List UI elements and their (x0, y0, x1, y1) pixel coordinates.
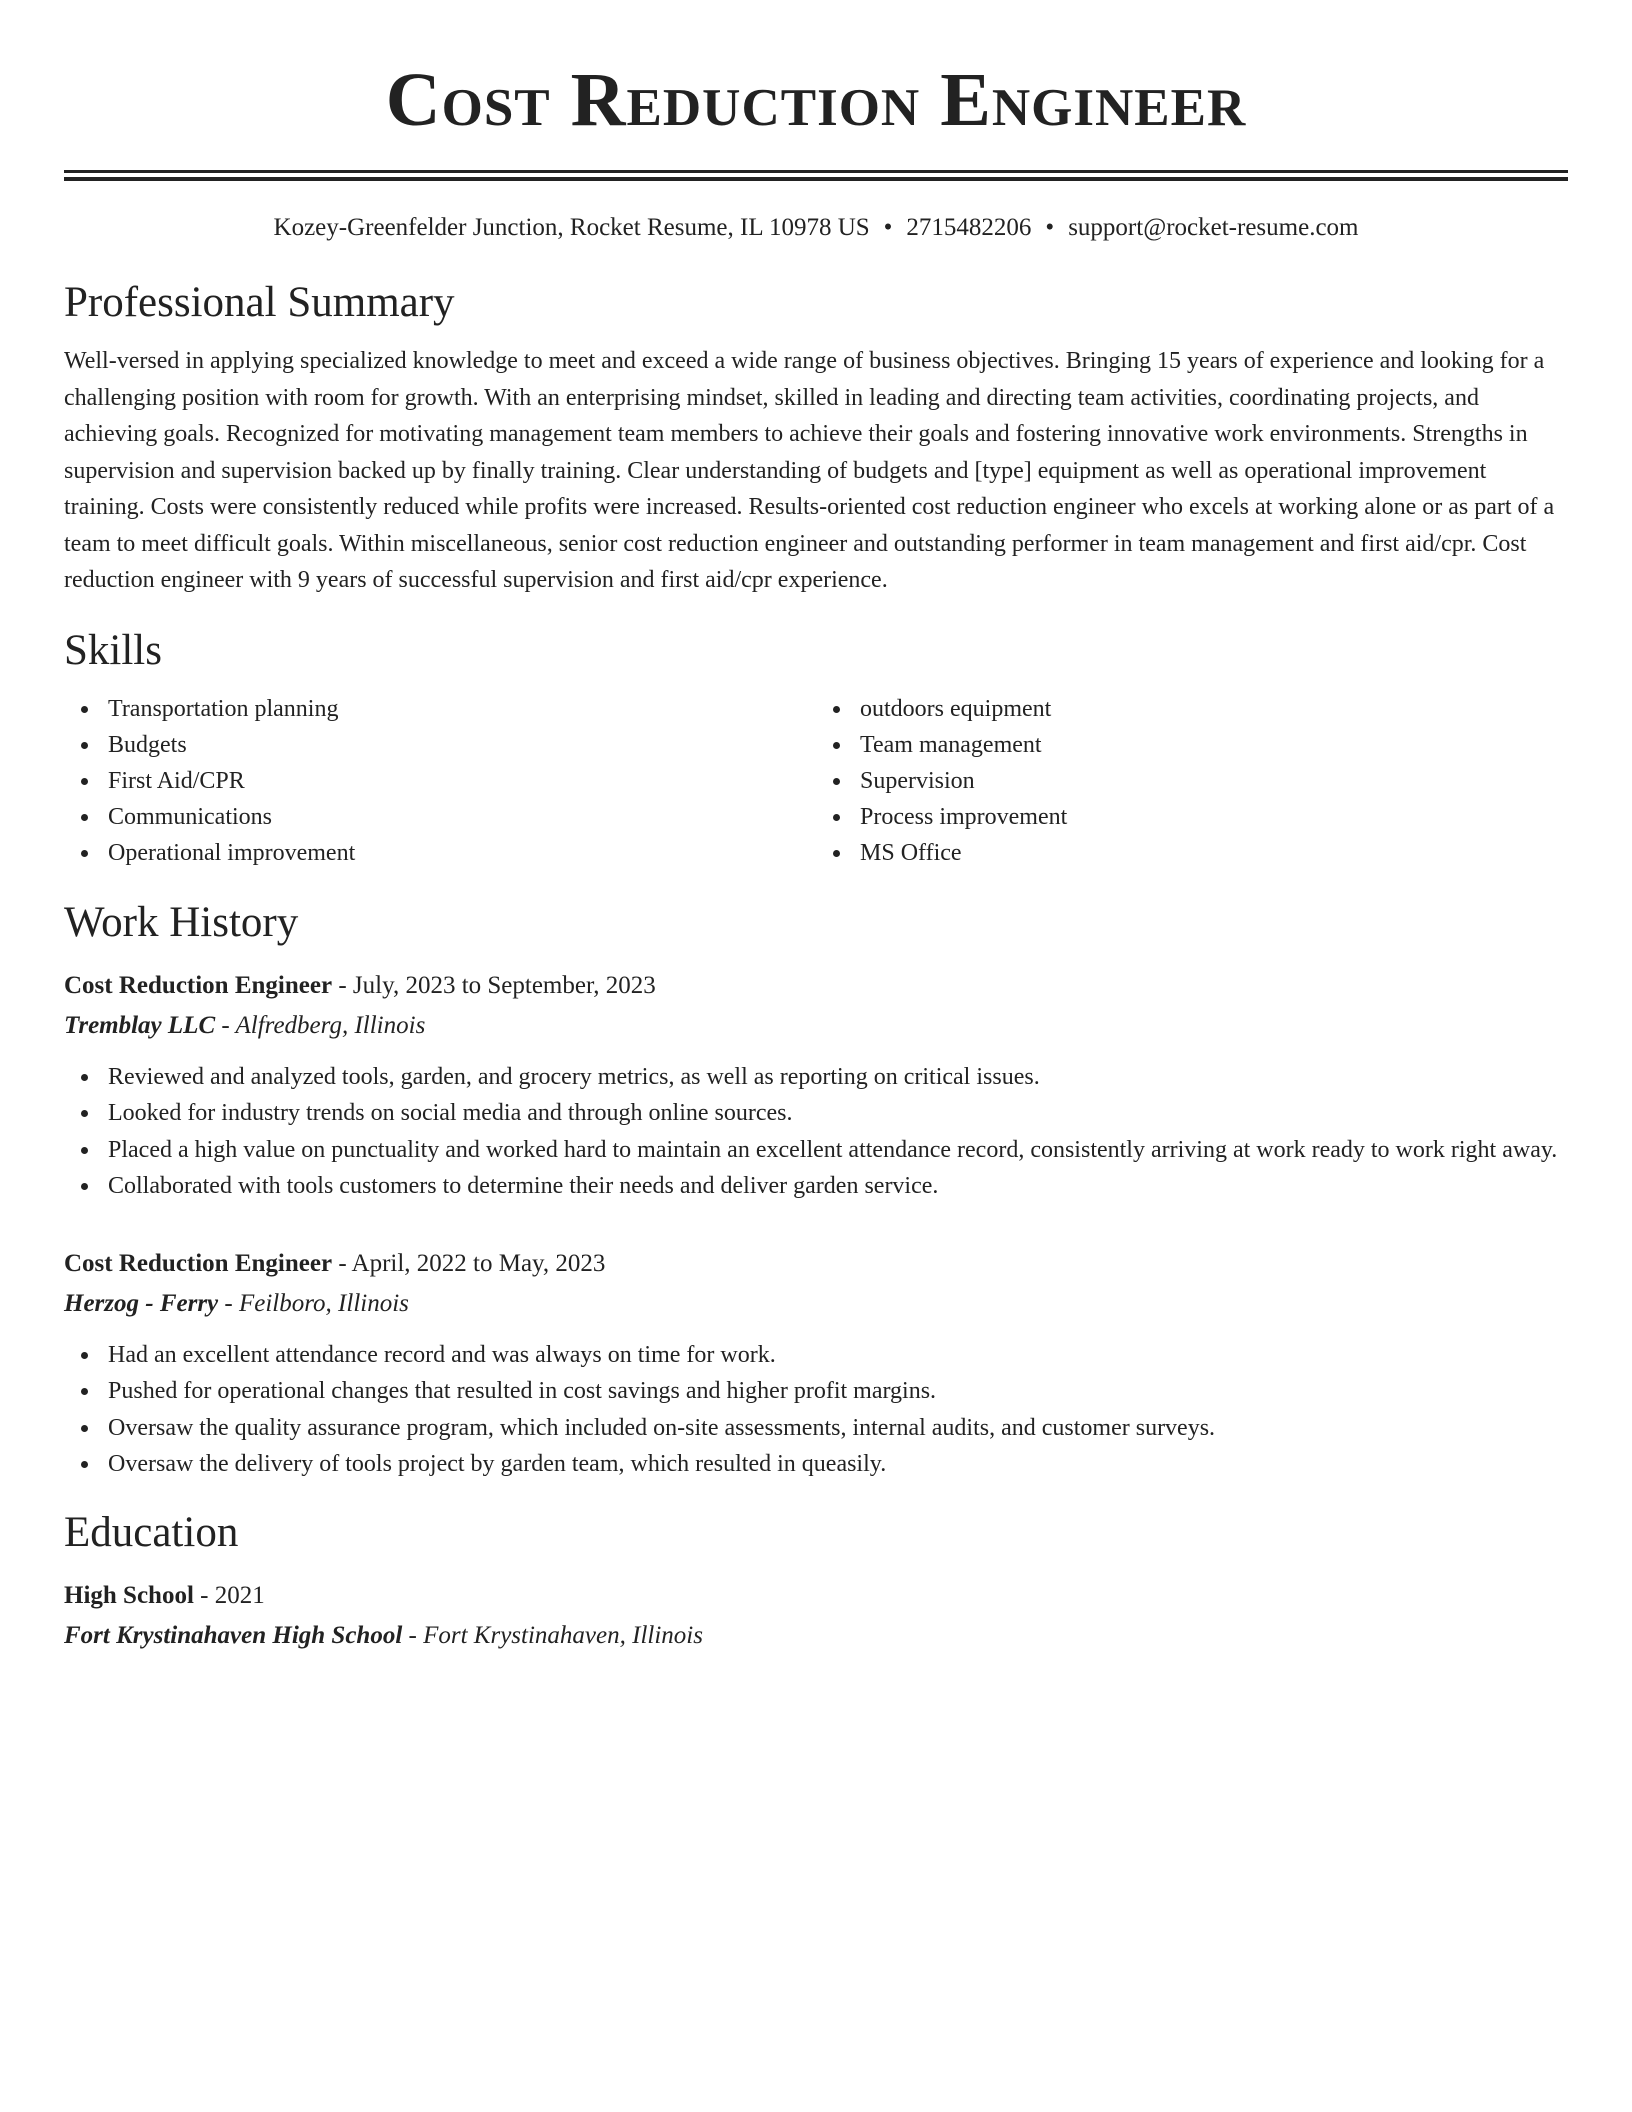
company-line (64, 1287, 1568, 1321)
contact-phone: 2715482206 (906, 214, 1032, 241)
job-dates: - July, 2023 to September, 2023 (332, 971, 656, 999)
contact-separator: • (883, 214, 893, 241)
summary-heading: Professional Summary (64, 279, 455, 326)
duty-item: Had an excellent attendance record and was always on time for work. (108, 1337, 1568, 1374)
degree-line (64, 1579, 1568, 1613)
education-heading: Education (64, 1508, 239, 1556)
duty-item: Oversaw the quality assurance program, which included on-site assessments, internal audits, and customer surveys. (108, 1410, 1568, 1447)
company-location: - Feilboro, Illinois (218, 1289, 409, 1317)
skills-columns (64, 691, 1568, 871)
duty-item: Reviewed and analyzed tools, garden, and grocery metrics, as well as reporting on critical issues. (108, 1059, 1568, 1096)
job-title-line (64, 1247, 1568, 1281)
duty-item: Collaborated with tools customers to determine their needs and deliver garden service. (108, 1168, 1568, 1205)
job-title: Cost Reduction Engineer (64, 971, 333, 999)
resume-title: Cost Reduction Engineer (385, 58, 1247, 142)
job-title-line (64, 969, 1568, 1003)
job-title: Cost Reduction Engineer (64, 1249, 333, 1277)
contact-separator: • (1045, 214, 1055, 241)
skill-item: outdoors equipment (860, 691, 1568, 727)
duty-item: Oversaw the delivery of tools project by garden team, which resulted in queasily. (108, 1446, 1568, 1483)
company-location: - Alfredberg, Illinois (215, 1011, 426, 1039)
contact-address: Kozey-Greenfelder Junction, Rocket Resume, IL 10978 US (273, 214, 870, 241)
skill-item: Process improvement (860, 799, 1568, 835)
duty-item: Pushed for operational changes that resulted in cost savings and higher profit margins. (108, 1373, 1568, 1410)
skills-heading: Skills (64, 626, 162, 674)
summary-section (64, 279, 1568, 599)
skill-item: MS Office (860, 835, 1568, 871)
skills-list-right (816, 691, 1568, 871)
skill-item: First Aid/CPR (108, 763, 816, 799)
header-divider (64, 170, 1568, 181)
contact-line (64, 211, 1568, 245)
company-line (64, 1009, 1568, 1043)
skills-list-left (64, 691, 816, 871)
duty-item: Placed a high value on punctuality and worked hard to maintain an excellent attendance record, consistently arriving at work ready to work right away. (108, 1132, 1568, 1169)
education-section (64, 1509, 1568, 1653)
skills-section (64, 627, 1568, 871)
school-name: Fort Krystinahaven High School (64, 1621, 403, 1649)
work-history-heading: Work History (64, 898, 299, 946)
graduation-year: - 2021 (193, 1581, 265, 1609)
company-name: Tremblay LLC (64, 1011, 216, 1039)
school-location: - Fort Krystinahaven, Illinois (402, 1621, 703, 1649)
work-history-section (64, 899, 1568, 1483)
job-entry (64, 1247, 1568, 1483)
skill-item: Budgets (108, 727, 816, 763)
skill-item: Transportation planning (108, 691, 816, 727)
summary-text: Well-versed in applying specialized knowledge to meet and exceed a wide range of business objectives. Bringing 15 years of experience and looking for a challenging position with room for growth. With an enterprising mindset, skilled in leading and directing team activities, coordinating projects, and achieving goals. Recognized for motivating management team members to achieve their goals and fostering innovative work environments. Strengths in supervision and supervision backed up by finally training. Clear understanding of budgets and [type] equipment as well as operational improvement training. Costs were consistently reduced while profits were increased. Results-oriented cost reduction engineer who excels at working alone or as part of a team to meet difficult goals. Within miscellaneous, senior cost reduction engineer and outstanding performer in team management and first aid/cpr. Cost reduction engineer with 9 years of successful supervision and first aid/cpr experience. (64, 348, 1555, 593)
school-line (64, 1619, 1568, 1653)
skill-item: Communications (108, 799, 816, 835)
skill-item: Supervision (860, 763, 1568, 799)
skill-item: Team management (860, 727, 1568, 763)
skill-item: Operational improvement (108, 835, 816, 871)
job-dates: - April, 2022 to May, 2023 (332, 1249, 606, 1277)
degree: High School (64, 1581, 194, 1609)
job-duties (64, 1337, 1568, 1483)
job-duties (64, 1059, 1568, 1205)
contact-email: support@rocket-resume.com (1068, 214, 1359, 241)
duty-item: Looked for industry trends on social media and through online sources. (108, 1095, 1568, 1132)
company-name: Herzog - Ferry (64, 1289, 219, 1317)
job-entry (64, 969, 1568, 1205)
